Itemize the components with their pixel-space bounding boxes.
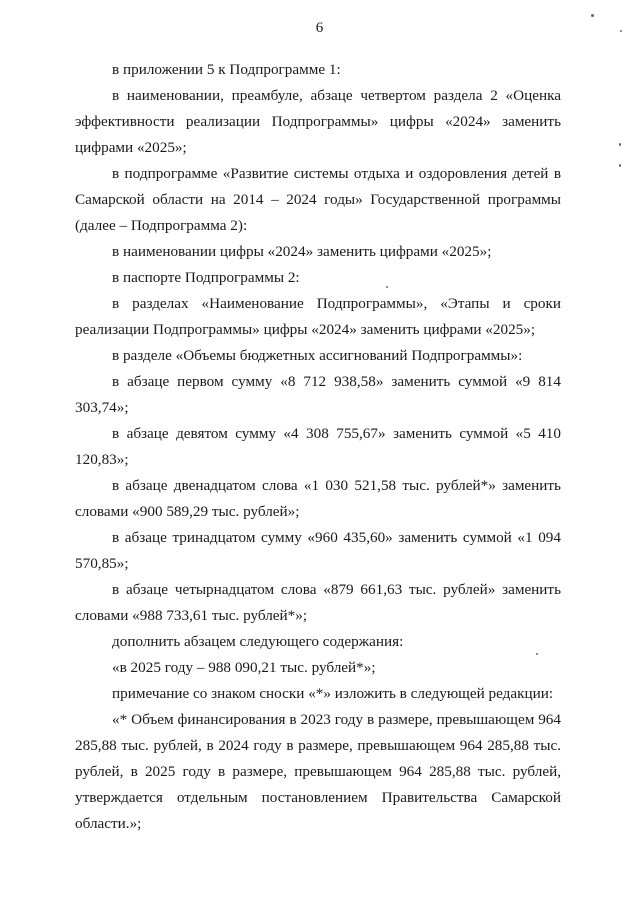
paragraph: «в 2025 году – 988 090,21 тыс. рублей*»;	[112, 659, 376, 676]
page-number: 6	[315, 20, 324, 36]
scan-speck	[619, 164, 621, 167]
paragraph: в разделе «Объемы бюджетных ассигнований Подпрограммы»:	[112, 347, 523, 364]
document-body	[75, 57, 561, 837]
scan-speck	[536, 653, 538, 655]
paragraph: дополнить абзацем следующего содержания:	[112, 633, 404, 650]
paragraph: в абзаце двенадцатом слова «1 030 521,58 тыс. рублей*» заменить словами «900 589,29 тыс. рублей»;	[75, 477, 561, 520]
paragraph: в наименовании, преамбуле, абзаце четвертом раздела 2 «Оценка эффективности реализации Подпрограммы» цифры «2024» заменить цифрами «2025»;	[75, 87, 561, 156]
paragraph: в абзаце тринадцатом сумму «960 435,60» заменить суммой «1 094 570,85»;	[75, 529, 561, 572]
paragraph: в разделах «Наименование Подпрограммы», «Этапы и сроки реализации Подпрограммы» цифры «2024» заменить цифрами «2025»;	[75, 295, 561, 338]
paragraph: в подпрограмме «Развитие системы отдыха и оздоровления детей в Самарской области на 2014 – 2024 годы» Государственной программы (далее – Подпрограмма 2):	[75, 165, 561, 234]
paragraph: в наименовании цифры «2024» заменить цифрами «2025»;	[112, 243, 492, 260]
paragraph: в приложении 5 к Подпрограмме 1:	[112, 61, 341, 78]
paragraph: в абзаце девятом сумму «4 308 755,67» заменить суммой «5 410 120,83»;	[75, 425, 561, 468]
paragraph: в абзаце первом сумму «8 712 938,58» заменить суммой «9 814 303,74»;	[75, 373, 561, 416]
paragraph: «* Объем финансирования в 2023 году в размере, превышающем 964 285,88 тыс. рублей, в 2024 году в размере, превышающем 964 285,88 тыс. рублей, в 2025 году в размере, превышающем 964 285,88 тыс. рублей, утверждается отдельным постановлением Правительства Самарской области.»;	[75, 711, 561, 832]
paragraph: в паспорте Подпрограммы 2:	[112, 269, 300, 286]
scan-speck	[386, 286, 388, 288]
paragraph: примечание со знаком сноски «*» изложить в следующей редакции:	[112, 685, 554, 702]
scan-speck	[619, 143, 621, 146]
paragraph: в абзаце четырнадцатом слова «879 661,63 тыс. рублей» заменить словами «988 733,61 тыс. рублей*»;	[75, 581, 561, 624]
scan-speck	[591, 14, 594, 17]
scan-speck	[620, 30, 622, 32]
